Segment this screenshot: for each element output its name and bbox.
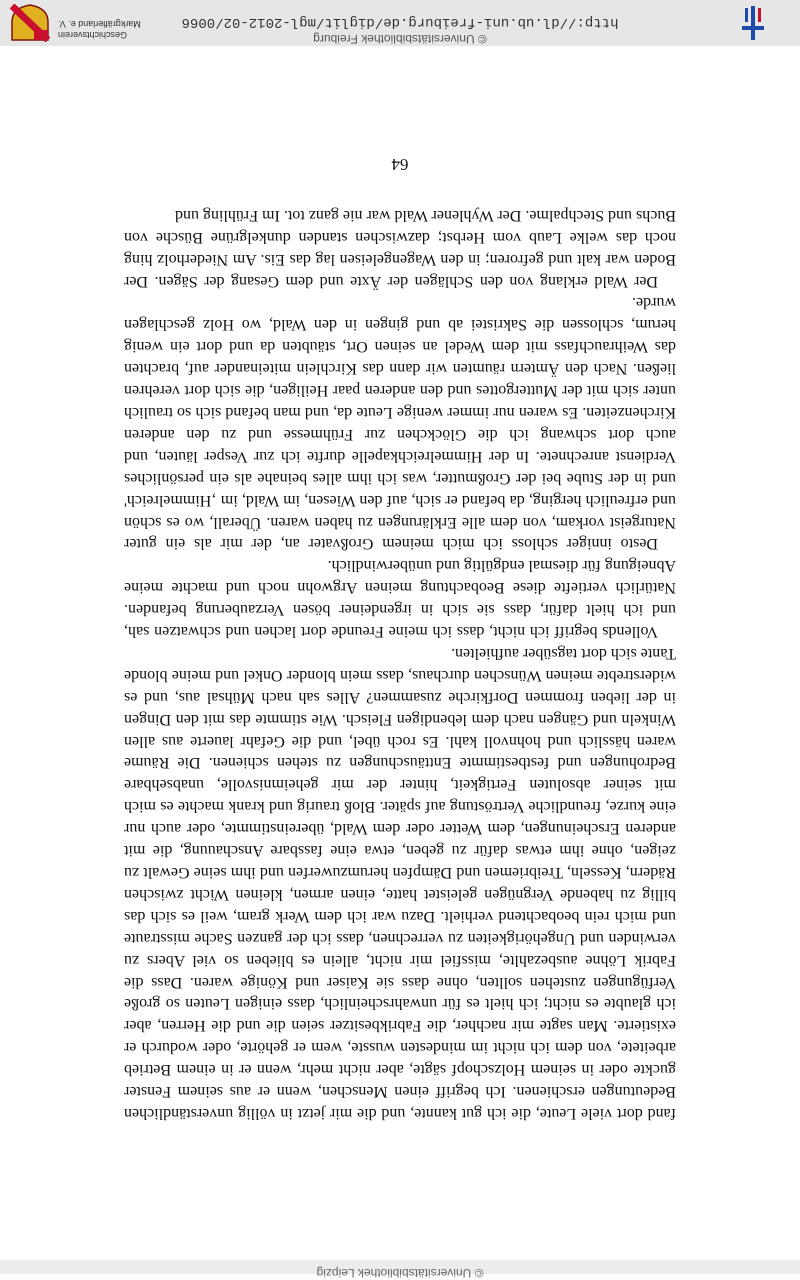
association-line: Markgräflerland e. V. <box>58 19 141 29</box>
paragraph: Der Wald erklang von den Schlägen der Äxte und dem Gesang der Sägen. Der Boden war kalt und gefroren; in den Wagengeleisen lag das Eis. Am Niederholz hing noch das welke Laub vom Herbst; dazwischen standen dunkelgrüne Büsche von Buchs und Stechpalme. Der Wyhlener Wald war nie ganz tot. Im Frühling und <box>124 206 676 290</box>
paragraph: fand dort viele Leute, die ich gut kannte, und die mir jetzt in völlig unverständlichen Bedeutungen erschienen. Ich begriff einen Menschen, wenn er aus seinem Fenster guckte oder in seinem Holzschopf sägte, aber nicht mehr, wenn er in einem Betrieb arbeitete, von dem ich nicht im mindesten wusste, wem er gehörte, oder wodurch er existierte. Man sagte mir nachher, die Fabrikbesitzer seien die und die Herren, aber ich glaubte es nicht; ich hielt es für unwahrscheinlich, dass einigen Leuten so große Verfügungen zustehen sollten, ohne dass sie Kaiser und Könige waren. Dass die Fabrik Löhne ausbezahlte, missfiel mir nicht, allein es blieben so viel Abers zu verwinden und Ungehörigkeiten zu verrechnen, dass ich der ganzen Sache misstraute und mich rein beobachtend verhielt. Dazu war ich dem Werk gram, weil es sich das billig zu habende Vergnügen geleistet hatte, einen armen, kleinen Wicht zwischen Rädern, Kesseln, Treibriemen und Dämpfen herumzuwerfen und ihm seine Gewalt zu zeigen, ohne ihm etwas dafür zu geben, etwa eine fassbare Anschauung, die mit anderen Erscheinungen, dem Wetter oder dem Wald, übereinstimmte, oder auch nur eine kurze, freundliche Vertröstung auf später. Bloß traurig und krank machte es mich mit seiner absoluten Fertigkeit, hinter der mir geheimnisvolle, unabsehbare Bedrohungen und festbestimmte Enttäuschungen zu stehen schienen. Die Räume waren hässlich und hohnvoll kahl. Es roch übel, und die Gefahr lauerte aus allen Winkeln und Gängen nach dem lebendigen Fleisch. Wie stimmte das mit den Dingen in der lieben frommen Dorfkirche zusammen? Alles sah nach Mühsal aus, und es widerstrebte meinen Wünschen durchaus, dass mein blonder Onkel und meine blonde Tante sich dort tagsüber aufhielten. <box>124 644 676 1122</box>
copyright-text: © Universitätsbibliothek Freiburg <box>313 32 487 46</box>
association-line: Geschichtsverein <box>58 30 128 40</box>
coat-of-arms-icon <box>10 4 50 42</box>
paragraph: Desto inniger schloss ich mich meinem Großvater an, der mir als ein guter Naturgeist vorkam, von dem alle Erklärungen zu haben waren. Überall, wo es schön und erfreulich herging, da befand er sich, auf den Wiesen, im Wald, im ‚Himmelreich' und in der Stube bei der Großmutter, was ich ihm alles beinahe als ein persönliches Verdienst anrechnete. In der Himmelreichkapelle durfte ich zur Vesper läuten, und auch dort schwang ich die Glöckchen zur Frühmesse und zu den anderen Kirchenzeiten. Es waren nur immer wenige Leute da, und man befand sich so traulich unter sich mit der Muttergottes und den anderen paar Heiligen, die sich dort verehren ließen. Nach den Ämtern räumten wir dann das Kirchlein miteinander auf, brachten das Weihrauchfass mit dem Wedel an seinen Ort, stäubten da und dort ein wenig herum, schlossen die Sakristei ab und gingen in den Wald, wo Holz geschlagen wurde. <box>124 294 676 553</box>
paragraph: Vollends begriff ich nicht, dass ich meine Freunde dort lachen und schwatzen sah, und ich hielt dafür, dass sie sich in irgendeiner bösen Verzauberung befanden. Natürlich vertiefte diese Beobachtung meinen Argwohn noch und machte meine Abneigung für diesmal endgültig und unüberwindlich. <box>124 557 676 641</box>
association-name <box>58 18 141 40</box>
footer-bar <box>0 0 800 46</box>
page-number: 64 <box>391 155 409 174</box>
cropped-header-bar <box>0 1260 800 1280</box>
cropped-copyright-text: © Universitätsbibliothek Leipzig <box>316 1266 484 1280</box>
footer-url[interactable]: http://dl.ub.uni-freiburg.de/diglit/mgl-2012-02/0066 <box>181 14 619 30</box>
page-body <box>124 204 676 1124</box>
university-logo-icon <box>742 6 764 40</box>
